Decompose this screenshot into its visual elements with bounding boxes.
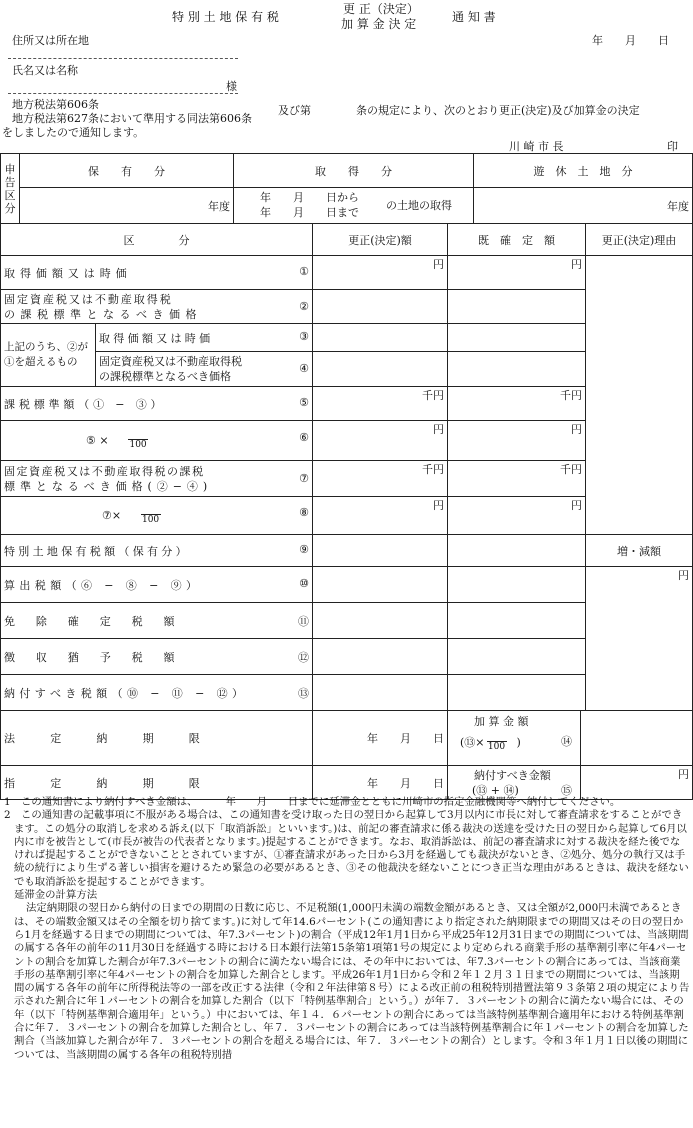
address-label: 住所又は所在地 xyxy=(12,34,89,47)
law-line-2: 地方税法第627条において準用する同法第606条 xyxy=(12,112,252,125)
row-label: 免除確定税額 ⑪ xyxy=(1,603,313,639)
mayor: 川 崎 市 長 xyxy=(509,140,564,153)
row-value xyxy=(313,603,448,639)
row-value xyxy=(313,675,448,711)
row-label: 取得価額又は時価 ③ xyxy=(96,324,313,352)
row-value xyxy=(448,535,586,567)
declaration-table xyxy=(0,153,693,224)
row-value: 円 xyxy=(313,421,448,461)
title-left: 特 別 土 地 保 有 税 xyxy=(172,10,279,24)
hdr-kubun: 区 分 xyxy=(1,224,313,256)
riyu-cell xyxy=(586,256,693,535)
row-value xyxy=(448,603,586,639)
row-value: 千円 xyxy=(448,461,586,497)
riyu-amount: 円 xyxy=(586,567,693,711)
address-line xyxy=(8,58,238,59)
name-label: 氏名又は名称 xyxy=(12,64,78,77)
row-value: 円 xyxy=(448,421,586,461)
declaration-side-label: 申告区分 xyxy=(1,154,20,224)
col-shutoku: 取 得 分 xyxy=(234,154,474,188)
col-yukyu: 遊 休 土 地 分 xyxy=(474,154,693,188)
hdr-kousei: 更正(決定)額 xyxy=(313,224,448,256)
row-label: 課税標準額（① − ③） ⑤ xyxy=(1,387,313,421)
yukyu-nendo: 年度 xyxy=(474,188,693,224)
row-value: 円 xyxy=(448,256,586,290)
row-label: ② 固定資産税又は不動産取得税 の課税標準となるべき価格 xyxy=(1,290,313,324)
row-value: 千円 xyxy=(313,387,448,421)
law-mid: 及び第 xyxy=(278,104,311,117)
row-label: ⑦ 固定資産税又は不動産取得税の課税 標準となるべき価格(②−④) xyxy=(1,461,313,497)
honorific: 様 xyxy=(226,80,237,93)
row-value xyxy=(448,567,586,603)
law-tail: 条の規定により、次のとおり更正(決定)及び加算金の決定 xyxy=(356,104,640,117)
kasan-box: 加 算 金 額 (⑬× 100 ) ⑭ xyxy=(460,715,572,752)
hdr-riyu: 更正(決定)理由 xyxy=(586,224,693,256)
pay-amount: 円 xyxy=(580,766,692,799)
row-date: 年 月 日 xyxy=(313,711,448,766)
shutoku-period: 年 月 日から 年 月 日まで の土地の取得 xyxy=(234,188,474,224)
notes xyxy=(2,796,690,1062)
row-value: 千円 xyxy=(313,461,448,497)
row-label: 取得価額又は時価 ① xyxy=(1,256,313,290)
row-label: 指定納期限 xyxy=(1,766,313,800)
row-label: 算出税額（⑥ − ⑧ − ⑨） ⑩ xyxy=(1,567,313,603)
row-label: ⑥ ⑤ × 100 xyxy=(1,421,313,461)
calc-body: 法定納期限の翌日から納付の日までの期間の日数に応じ、不足税額(1,000円未満の端数金額があるとき、又は全額が2,000円未満であるときは、その端数金額又はその全額を切り捨てます。)に対して年14.6パーセント(この通知書により指定された納期限までの期間又はその日の翌日から1月を経過する日までの期間については、年7.3パーセント)の割合（平成12年1月1日から平成25年12月31日までの期間については、当該期間の属する各年の前年の11月30日を経過する時における日本銀行法第15条第1項第1号の規定により定められる商業手形の基準割引率に年4パーセントの割合を加算した割合が年7.3パーセントの割合に満たない場合には、その年中においては、年7.3パーセントの割合にあっては、当該商業手形の基準割引率に年4パーセントの割合を加算した割合とします。平成26年1月1日から令和２年１２月３１日までの期間については、当該期間の属する各年の前年に所得税法等の一部を改正する法律（令和２年法律第８号）による改正前の租税特別措置法第９３条第２項の規定により告示された割合に年１パーセントの割合を加算した割合（以下「特例基準割合」という。）が年７．３パーセントの割合に満たない場合には、その年（以下「特例基準割合適用年」という。）中においては、年１４．６パーセントの割合にあっては当該特例基準割合適用年における特例基準割合に年７．３パーセントの割合を加算した割合とし、年７．３パーセントの割合にあっては当該特例基準割合に年１パーセントの割合を加算した割合（当該加算した割合が年７．３パーセントの割合を超える場合には、年７．３パーセントの割合）とします。令和３年１月１日以後の期間については、当該期間の属する各年の租税特別措 xyxy=(14,902,690,1061)
row-value xyxy=(313,535,448,567)
row-date: 年 月 日 xyxy=(313,766,448,800)
pay-cell xyxy=(448,766,693,800)
row-label: ④ 固定資産税又は不動産取得税 の課税標準となるべき価格 xyxy=(96,352,313,387)
row-label: 納付すべき税額（⑩ − ⑪ − ⑫） ⑬ xyxy=(1,675,313,711)
row-value: 千円 xyxy=(448,387,586,421)
title-right: 通 知 書 xyxy=(452,10,496,24)
title-kasan: 加 算 金 決 定 xyxy=(341,17,417,31)
col-hoyu: 保 有 分 xyxy=(20,154,234,188)
seal: 印 xyxy=(667,140,678,153)
calc-title: 延滞金の計算方法 xyxy=(14,889,98,902)
row-value xyxy=(313,290,448,324)
law-line-1: 地方税法第606条 xyxy=(12,98,99,111)
row-value xyxy=(313,567,448,603)
riyu-zougen: 増・減額 xyxy=(586,535,693,567)
row-value xyxy=(448,352,586,387)
issue-date: 年 月 日 xyxy=(592,34,669,47)
row-label: 特別土地保有税額（保有分） ⑨ xyxy=(1,535,313,567)
row-value xyxy=(448,639,586,675)
name-line xyxy=(8,93,238,94)
row-value xyxy=(448,675,586,711)
row-label: 徴収猶予税額 ⑫ xyxy=(1,639,313,675)
row-value: 円 xyxy=(448,497,586,535)
row-value xyxy=(313,639,448,675)
law-tail-2: をしましたので通知します。 xyxy=(2,126,145,139)
title-kousei: 更 正（決定） xyxy=(343,2,419,16)
hoyu-nendo: 年度 xyxy=(20,188,234,224)
kasan-cell xyxy=(448,711,693,766)
note-2: 2 この通知書の記載事項に不服がある場合は、この通知書を受け取った日の翌日から起算して3月以内に市長に対して審査請求をすることができます。この処分の取消しを求める訴え(以下「取消訴訟」といいます。)は、前記の審査請求に係る裁決の送達を受けた日の翌日から起算して6月以内に市を被告として(市長が被告の代表者となります。)提起することができます。なお、取消訴訟は、前記の審査請求に対する裁決を経た後でなければ提起することができないこととされていますが、①審査請求があった日から3月を経過しても裁決がないとき、②処分、処分の執行又は手続の続行により生ずる著しい損害を避けるため緊急の必要があるとき、③その他裁決を経ないことにつき正当な理由があるときは、裁決を経ないでも取消訴訟を提起することができます。 xyxy=(4,809,689,888)
row-value xyxy=(313,324,448,352)
row-value: 円 xyxy=(313,256,448,290)
kasan-amount xyxy=(580,711,692,765)
pay-box: 納付すべき金額 (⑬ + ⑭) ⑮ xyxy=(472,769,572,797)
row-label: ⑧ ⑦× 100 xyxy=(1,497,313,535)
main-table xyxy=(0,223,693,800)
row-value xyxy=(448,324,586,352)
note-1: 1 この通知書により納付すべき金額は、 年 月 日までに延滞金とともに川崎市の指定金融機関等へ納付してください。 xyxy=(4,796,621,808)
row-label: 法定納期限 xyxy=(1,711,313,766)
row-value: 円 xyxy=(313,497,448,535)
row-value xyxy=(448,290,586,324)
row-group-label: 上記のうち、②が①を超えるもの xyxy=(1,324,96,387)
hdr-kitei: 既 確 定 額 xyxy=(448,224,586,256)
row-value xyxy=(313,352,448,387)
